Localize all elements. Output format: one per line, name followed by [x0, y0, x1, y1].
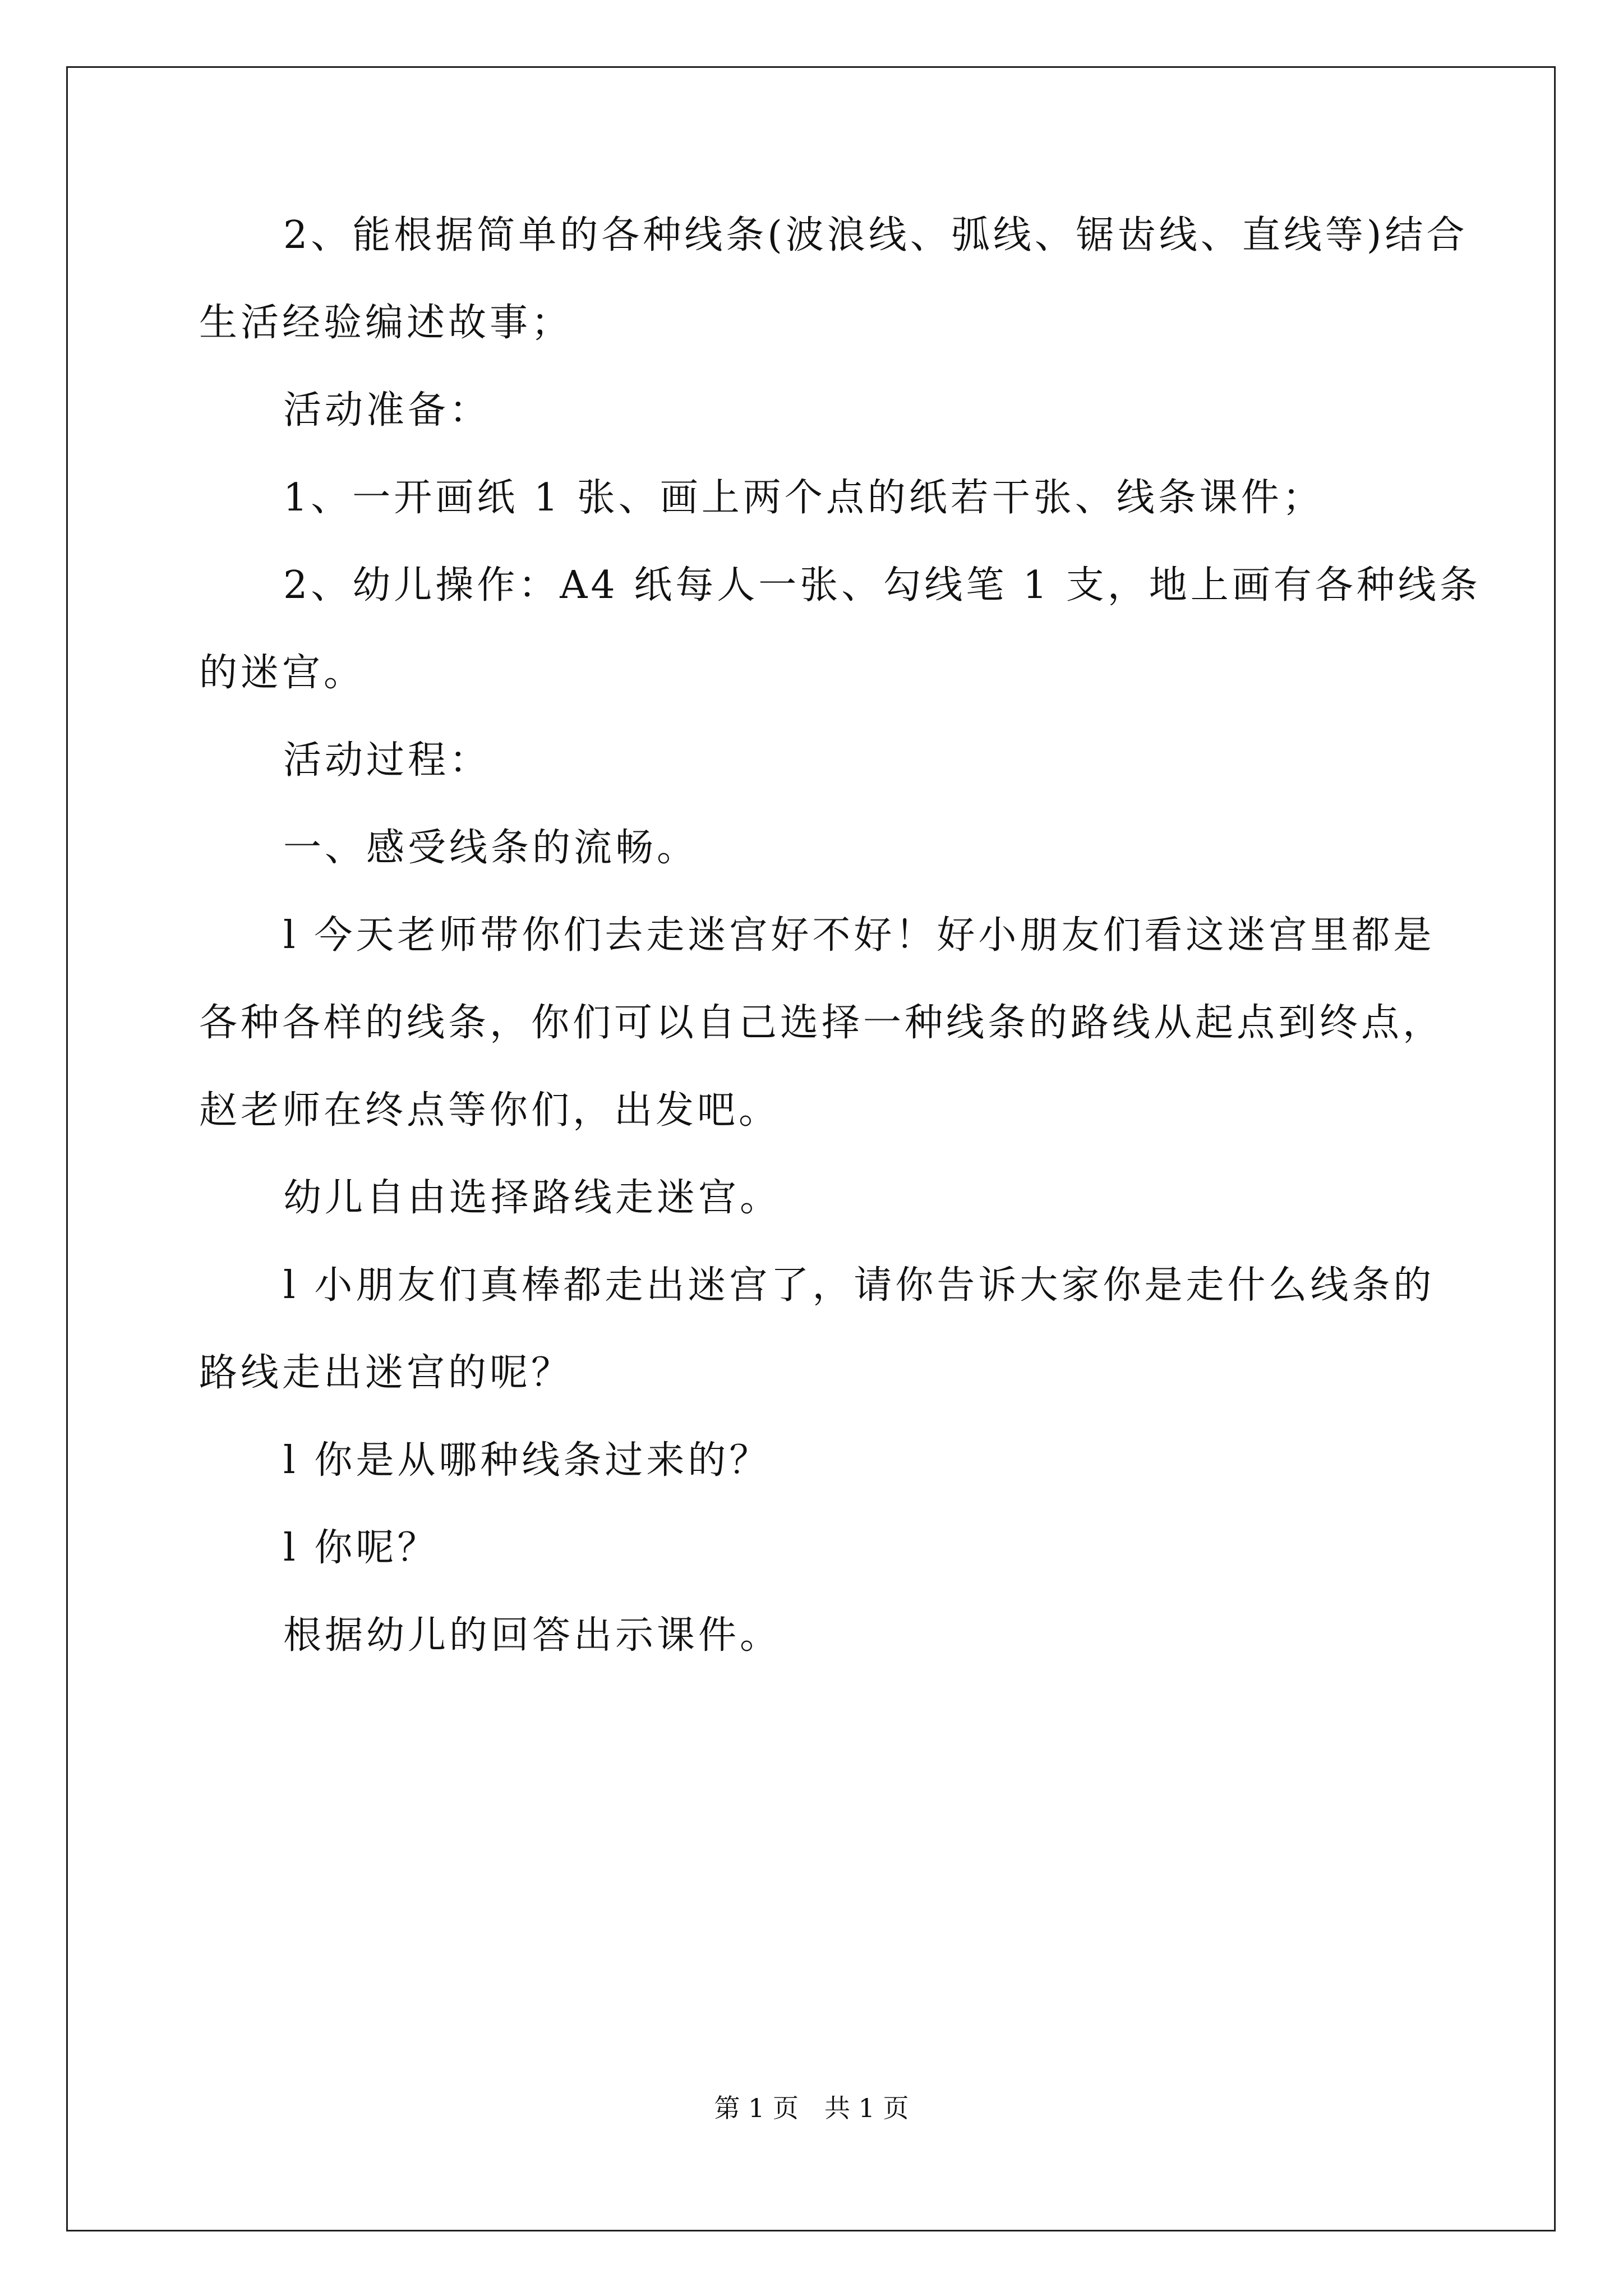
- paragraph-line: 的迷宫。: [199, 651, 366, 695]
- paragraph-line: 幼儿自由选择路线走迷宫。: [283, 1176, 782, 1220]
- paragraph-line: l 小朋友们真棒都走出迷宫了，请你告诉大家你是走什么线条的: [283, 1263, 1435, 1308]
- paragraph-line: l 你是从哪种线条过来的？: [283, 1438, 771, 1483]
- paragraph-line: 活动准备：: [283, 388, 491, 432]
- paragraph-line: 1、一开画纸 1 张、画上两个点的纸若干张、线条课件；: [283, 476, 1324, 520]
- paragraph-line: l 你呢？: [283, 1526, 439, 1570]
- paragraph-line: 根据幼儿的回答出示课件。: [283, 1613, 782, 1658]
- paragraph-line: 2、能根据简单的各种线条(波浪线、弧线、锯齿线、直线等)结合: [283, 213, 1468, 257]
- paragraph-line: 生活经验编述故事；: [199, 301, 573, 345]
- page-footer: 第 1 页 共 1 页: [714, 2093, 909, 2123]
- paragraph-line: 一、感受线条的流畅。: [283, 826, 699, 870]
- paragraph-line: 活动过程：: [283, 738, 491, 783]
- paragraph-line: 各种各样的线条，你们可以自己选择一种线条的路线从起点到终点，: [199, 1001, 1445, 1045]
- paragraph-line: 2、幼儿操作：A4 纸每人一张、勾线笔 1 支，地上画有各种线条: [283, 563, 1481, 608]
- paragraph-line: 赵老师在终点等你们，出发吧。: [199, 1088, 781, 1133]
- paragraph-line: l 今天老师带你们去走迷宫好不好！好小朋友们看这迷宫里都是: [283, 913, 1435, 958]
- paragraph-line: 路线走出迷宫的呢？: [199, 1351, 573, 1395]
